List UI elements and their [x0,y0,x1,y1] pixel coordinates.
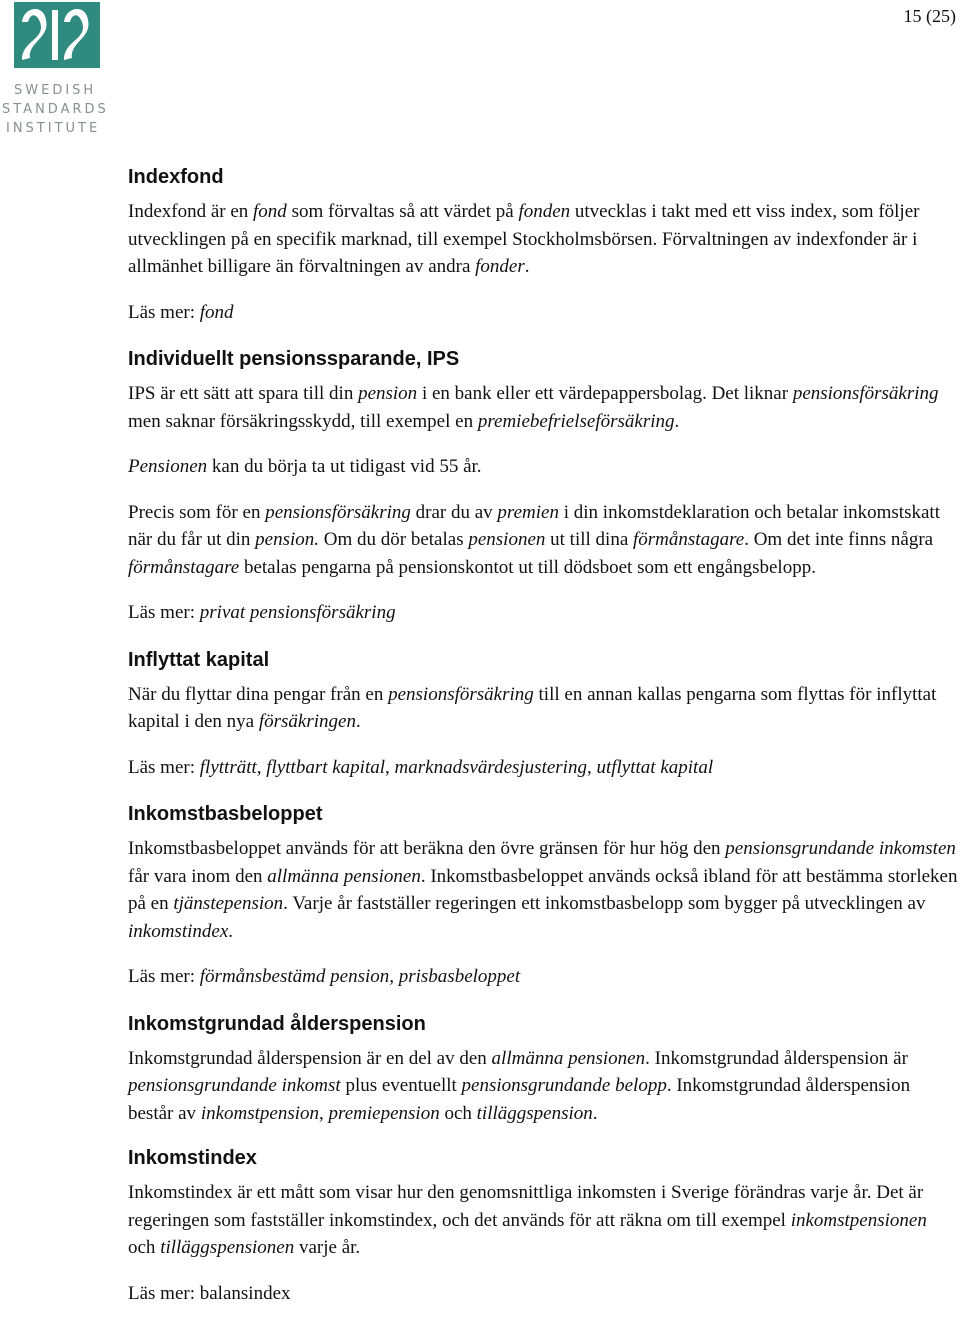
text-run: får vara inom den [128,865,268,887]
text-run: men saknar försäkringsskydd, till exempel en [128,410,478,432]
term-reference: marknadsvärdesjustering [394,756,587,778]
glossary-entry [128,1011,958,1128]
text-run: Läs mer: balansindex [128,1282,291,1304]
text-run: Läs mer: [128,602,200,623]
term-reference: förmånsbestämd pension, prisbasbeloppet [199,966,521,987]
text-run: Inkomstbasbeloppet används för att beräkna den övre gränsen för hur hög den [128,838,726,859]
term-reference: pensionsförsäkring [792,383,939,404]
entry-paragraph [128,453,958,481]
text-run: IPS är ett sätt att spara till din [128,383,359,404]
text-run: utvecklas i takt med ett viss index, som följer utvecklingen på en specifik marknad, till exempel Stockholmsbörsen. Förvaltningen av indexfonder är i allmänhet billigare än förvaltningen av andra [128,201,920,277]
term-reference: premien [497,501,559,523]
term-reference: fond [199,301,234,323]
text-run: i din inkomstdeklaration och betalar inkomstskatt när du får ut din [128,501,940,550]
sis-logo-mark [14,2,100,68]
text-run: Indexfond är en [128,201,254,222]
text-run: . [228,920,234,942]
read-more [128,963,958,991]
text-run: som förvaltas så att värdet på [286,201,519,222]
term-reference: pensionen [468,529,546,550]
term-reference: förmånstagare [633,529,745,550]
page-number: 15 (25) [903,6,956,26]
text-run: kan du börja ta ut tidigast vid 55 år. [207,456,482,477]
term-reference: premiebefrielseförsäkring [477,410,675,432]
text-run: , [256,756,267,778]
term-reference: premiepension [328,1102,440,1124]
text-run: Läs mer: [128,301,200,323]
term-reference: tilläggspensionen [160,1237,295,1258]
term-reference: inkomstindex [128,920,229,942]
glossary-entry [128,1145,958,1307]
entry-title: Inkomstgrundad ålderspension [128,1012,426,1035]
text-run: När du flyttar dina pengar från en [128,683,389,705]
logo-line-institute: INSTITUTE [6,121,101,136]
term-reference: pensionsförsäkring [388,683,534,705]
text-run: och [439,1102,477,1124]
entry-paragraph [128,198,958,281]
term-reference: allmänna pensionen [267,865,421,887]
text-run: . Inkomstgrundad ålderspension består av [128,1075,911,1124]
entry-paragraph [128,1179,958,1262]
glossary-entry [128,801,958,991]
term-reference: inkomstpensionen [790,1209,927,1231]
entry-paragraph [128,681,958,736]
term-reference: pensionsgrundande belopp [461,1075,667,1096]
glossary-entry [128,647,958,782]
term-reference: fonden [518,201,571,222]
text-run: Läs mer: [128,756,200,778]
entry-title: Inkomstbasbeloppet [128,803,323,825]
glossary-entry [128,164,958,326]
read-more [128,299,958,327]
term-reference: pension. [255,529,320,550]
text-run: plus eventuellt [340,1075,462,1096]
term-reference: utflyttat kapital [596,756,714,778]
text-run: varje år. [294,1237,361,1258]
sis-logo [0,0,118,140]
term-reference: fonder [475,256,525,277]
entry-paragraph [128,835,958,945]
read-more [128,754,958,782]
text-run: Läs mer: [128,966,200,987]
entry-title: Inflyttat kapital [128,648,270,671]
term-reference: försäkringen [258,711,356,732]
text-run: . [592,1102,598,1124]
entry-title: Indexfond [128,166,224,188]
text-run: ut till dina [545,529,633,550]
term-reference: flyttbart kapital [266,756,386,778]
term-reference: pensionsgrundande inkomst [128,1075,341,1096]
text-run: Precis som för en [128,501,266,523]
text-run: . Om det inte finns några [744,529,934,550]
entry-title: Individuellt pensionssparande, IPS [128,348,460,370]
text-run: . Inkomstbasbeloppet används också ibland för att bestämma storleken på en [128,865,958,914]
term-reference: förmånstagare [128,556,240,578]
text-run: . Varje år fastställer regeringen ett inkomstbasbelopp som bygger på utvecklingen av [283,893,926,914]
text-run: . [355,711,361,732]
text-run: i en bank eller ett värdepappersbolag. Det liknar [417,383,793,404]
text-run: till en annan kallas pengarna som flyttas för inflyttat kapital i den nya [128,683,937,732]
term-reference: inkomstpension [200,1102,320,1124]
entry-title: Inkomstindex [128,1147,257,1169]
logo-line-standards: STANDARDS [2,102,109,117]
term-reference: allmänna pensionen [491,1047,646,1069]
entry-paragraph [128,499,958,582]
text-run: drar du av [410,501,498,523]
glossary-entry [128,346,958,627]
term-reference: tilläggspension [476,1102,593,1124]
term-reference: pension [358,383,418,404]
logo-line-swedish: SWEDISH [14,83,97,98]
text-run: , [385,756,395,778]
term-reference: tjänstepension [173,893,284,914]
text-run: , [319,1102,329,1124]
term-reference: Pensionen [128,456,208,477]
term-reference: pensionsgrundande inkomsten [725,838,956,859]
entry-paragraph [128,380,958,435]
entry-paragraph [128,1045,958,1128]
text-run: . [674,410,680,432]
term-reference: privat pensionsförsäkring [199,602,396,623]
text-run: Inkomstindex är ett mått som visar hur den genomsnittliga inkomsten i Sverige förändras varje år. Det är regeringen som fastställer inkomstindex, och det används för att räkna om till exempel [128,1182,924,1231]
term-reference: pensionsförsäkring [265,501,411,523]
text-run: . [524,256,530,277]
text-run: Inkomstgrundad ålderspension är en del av den [128,1047,492,1069]
text-run: betalas pengarna på pensionskontot ut till dödsboet som ett engångsbelopp. [239,556,816,578]
read-more [128,1280,958,1308]
term-reference: fond [253,201,287,222]
text-run: och [128,1237,161,1258]
document-body [128,164,958,1327]
read-more [128,599,958,627]
text-run: , [586,756,597,778]
text-run: Om du dör betalas [319,529,469,550]
term-reference: flytträtt [199,756,257,778]
text-run: . Inkomstgrundad ålderspension är [645,1047,908,1069]
